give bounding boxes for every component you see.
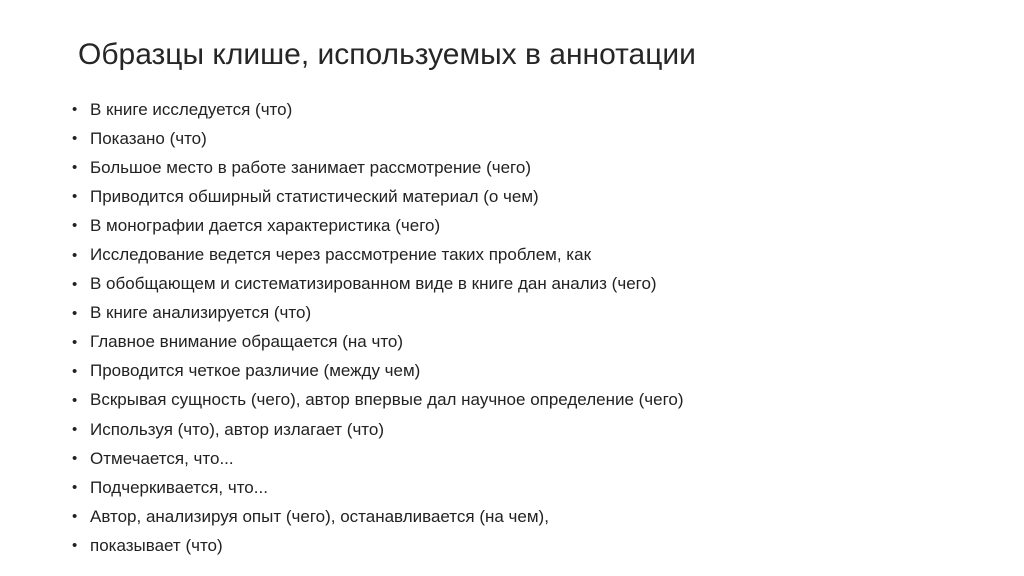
- bullet-icon: •: [72, 275, 78, 293]
- bullet-icon: •: [72, 217, 78, 235]
- list-item: [72, 502, 684, 531]
- list-item: [72, 95, 684, 124]
- list-item: [72, 531, 684, 560]
- bullet-icon: •: [72, 508, 78, 526]
- list-item: [72, 386, 684, 415]
- list-item: [72, 328, 684, 357]
- list-item-text: Главное внимание обращается (на что): [90, 332, 404, 352]
- bullet-icon: •: [72, 333, 78, 351]
- list-item-text: В обобщающем и систематизированном виде в книге дан анализ (чего): [90, 274, 657, 294]
- list-item-text: Вскрывая сущность (чего), автор впервые дал научное определение (чего): [90, 390, 684, 410]
- cliche-list: [72, 95, 684, 561]
- bullet-icon: •: [72, 188, 78, 206]
- bullet-icon: •: [72, 450, 78, 468]
- list-item-text: показывает (что): [90, 535, 223, 555]
- list-item: [72, 270, 684, 299]
- list-item: [72, 240, 684, 269]
- bullet-icon: •: [72, 130, 78, 148]
- bullet-icon: •: [72, 537, 78, 555]
- list-item-text: Исследование ведется через рассмотрение таких проблем, как: [90, 245, 592, 265]
- list-item: [72, 415, 684, 444]
- bullet-icon: •: [72, 391, 78, 409]
- bullet-icon: •: [72, 246, 78, 264]
- list-item-text: Большое место в работе занимает рассмотрение (чего): [90, 157, 531, 177]
- bullet-icon: •: [72, 101, 78, 119]
- list-item: [72, 444, 684, 473]
- list-item: [72, 473, 684, 502]
- bullet-icon: •: [72, 362, 78, 380]
- bullet-icon: •: [72, 479, 78, 497]
- list-item-text: Используя (что), автор излагает (что): [90, 419, 385, 439]
- slide-title: Образцы клише, используемых в аннотации: [78, 38, 696, 71]
- bullet-icon: •: [72, 159, 78, 177]
- list-item-text: Отмечается, что...: [90, 448, 234, 468]
- list-item: [72, 211, 684, 240]
- list-item-text: Показано (что): [90, 128, 207, 148]
- list-item: [72, 299, 684, 328]
- list-item-text: В монографии дается характеристика (чего): [90, 215, 441, 235]
- list-item: [72, 124, 684, 153]
- list-item: [72, 357, 684, 386]
- list-item-text: Проводится четкое различие (между чем): [90, 361, 421, 381]
- list-item-text: Приводится обширный статистический материал (о чем): [90, 186, 539, 206]
- bullet-icon: •: [72, 304, 78, 322]
- list-item: [72, 153, 684, 182]
- list-item: [72, 182, 684, 211]
- bullet-icon: •: [72, 421, 78, 439]
- list-item-text: В книге анализируется (что): [90, 303, 312, 323]
- list-item-text: Подчеркивается, что...: [90, 477, 268, 497]
- list-item-text: Автор, анализируя опыт (чего), останавливается (на чем),: [90, 506, 549, 526]
- list-item-text: В книге исследуется (что): [90, 99, 293, 119]
